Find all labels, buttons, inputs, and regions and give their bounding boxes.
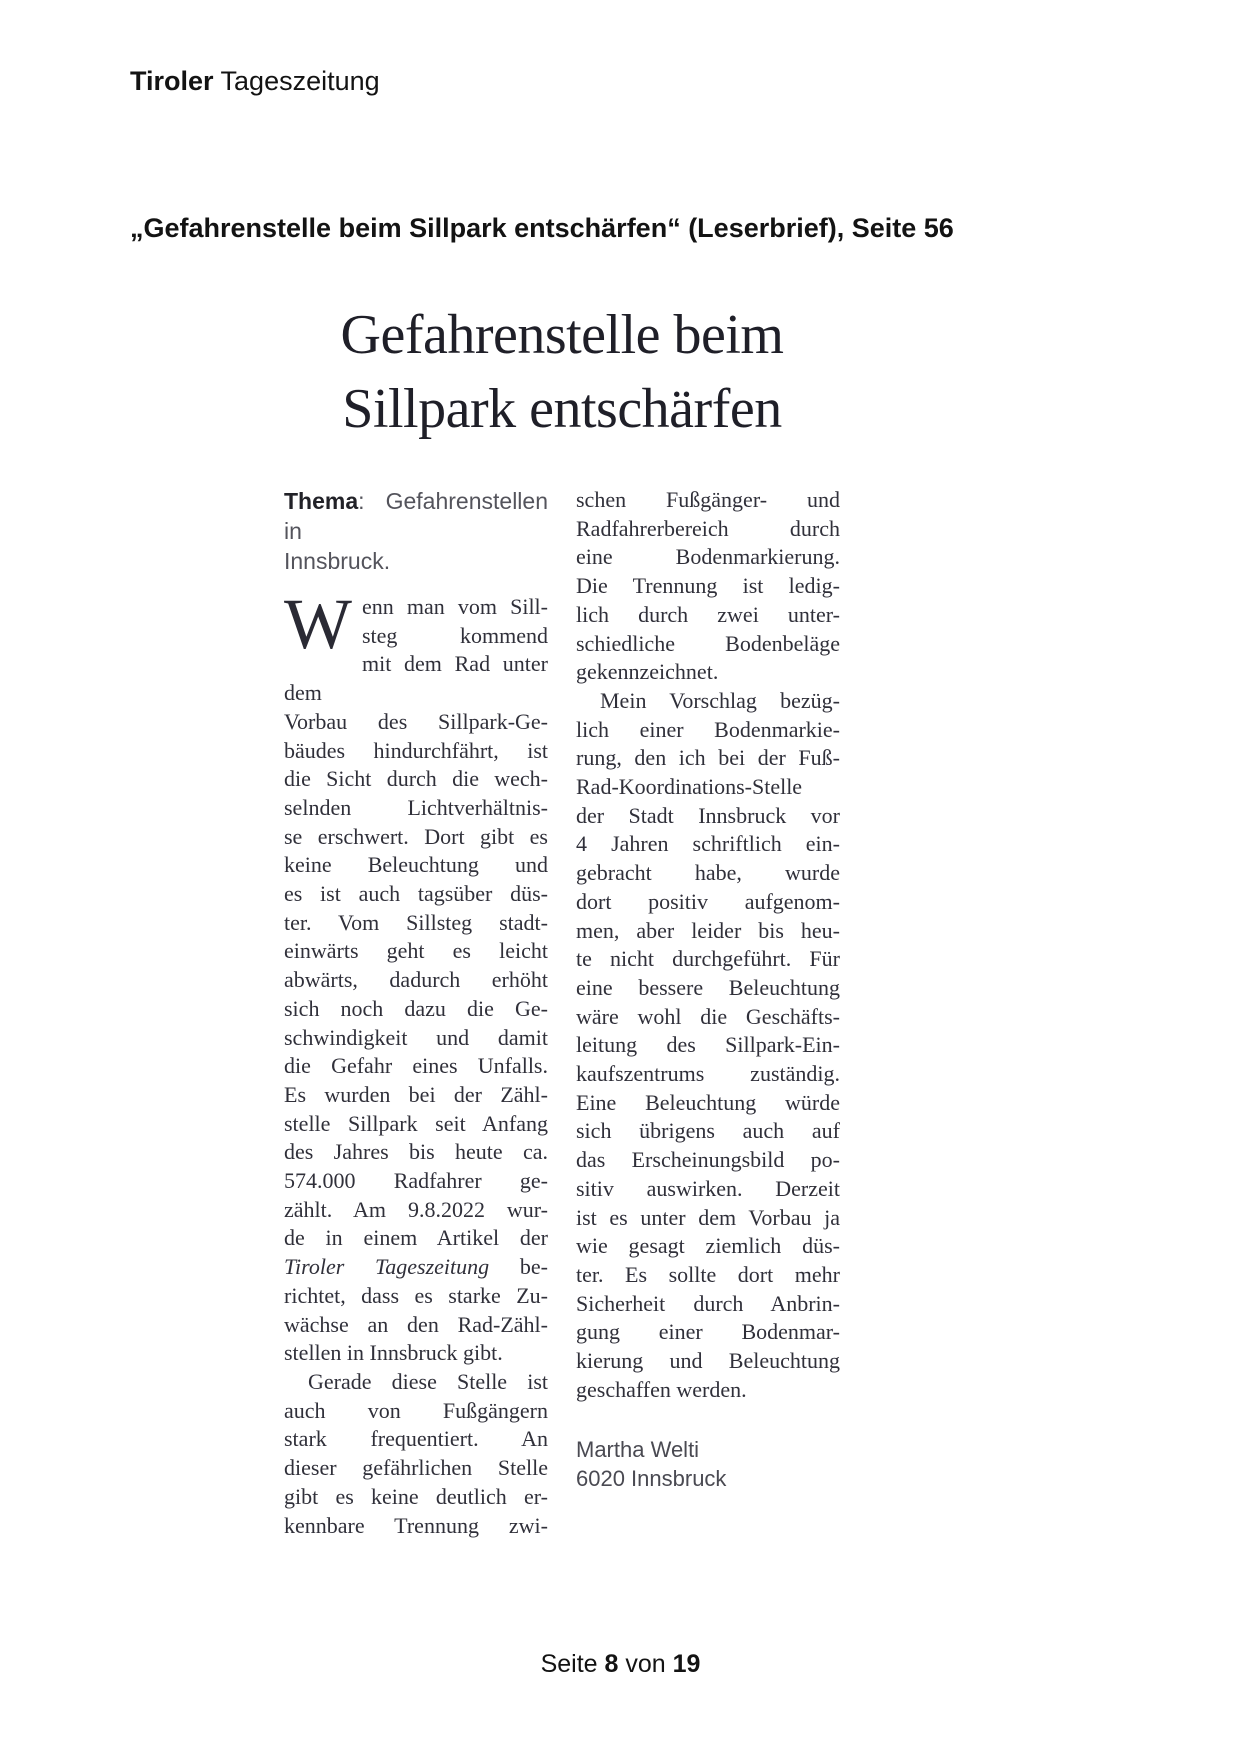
text-line: Rad-Koordinations-Stelle [576, 774, 803, 800]
article-title-line-1: Gefahrenstelle beim [340, 304, 784, 366]
text-line: wäre wohl die Geschäfts- [576, 1003, 840, 1029]
right-column [576, 486, 840, 1540]
signature-city: 6020 Innsbruck [576, 1465, 727, 1491]
text-line: leitung des Sillpark-Ein- [576, 1032, 840, 1058]
page-footer [0, 1650, 1241, 1679]
text-line: Mein Vorschlag bezüg- [600, 687, 840, 713]
signature-block [576, 1435, 840, 1493]
text-line: abwärts, dadurch erhöht [284, 967, 548, 993]
text-line: richtet, dass es starke Zu- [284, 1282, 548, 1308]
text-line: 4 Jahren schriftlich ein- [576, 831, 840, 857]
text-line: Vorbau des Sillpark-Ge- [284, 708, 548, 734]
text-line: stellen in Innsbruck gibt. [284, 1340, 503, 1366]
text-line: de in einem Artikel der [284, 1225, 548, 1251]
paragraph [576, 486, 840, 687]
text-line: die Sicht durch die wech- [284, 766, 548, 792]
thema-line-2: Innsbruck. [284, 548, 391, 574]
article-title [284, 298, 840, 446]
text-line: gibt es keine deutlich er- [284, 1483, 548, 1509]
text-line: dort positiv aufgenom- [576, 888, 840, 914]
text-line: Tiroler Tageszeitung be- [284, 1254, 548, 1280]
text-line: ist es unter dem Vorbau ja [576, 1204, 840, 1230]
thema-line-1 [284, 486, 548, 546]
thema-label: Thema [284, 488, 359, 514]
text-line: das Erscheinungsbild po- [576, 1147, 840, 1173]
paragraph [284, 584, 548, 1368]
text-line: kennbare Trennung zwi- [284, 1512, 548, 1538]
thema-colon: : [358, 488, 365, 514]
text-line: dieser gefährlichen Stelle [284, 1455, 548, 1481]
footer-page-number: 8 [604, 1650, 619, 1678]
masthead-bold: Tiroler [130, 66, 214, 96]
text-line: einwärts geht es leicht [284, 938, 548, 964]
text-line: Es wurden bei der Zähl- [284, 1081, 548, 1107]
text-line: men, aber leider bis heu- [576, 917, 840, 943]
text-line: mit dem Rad unter dem [284, 651, 548, 706]
text-line: schen Fußgänger- und [576, 487, 840, 512]
text-line: gekennzeichnet. [576, 659, 719, 685]
footer-separator: von [618, 1650, 673, 1678]
text-line: ter. Es sollte dort mehr [576, 1261, 840, 1287]
text-line: stark frequentiert. An [284, 1426, 548, 1452]
text-line: zählt. Am 9.8.2022 wur- [284, 1196, 548, 1222]
text-line: bäudes hindurchfährt, ist [284, 737, 548, 763]
text-line: steg kommend [361, 622, 548, 648]
text-line: rung, den ich bei der Fuß- [576, 745, 840, 771]
text-line: sich übrigens auch auf [576, 1118, 840, 1144]
newspaper-masthead [130, 66, 380, 96]
text-line: enn man vom Sill- [361, 594, 548, 619]
text-line: eine bessere Beleuchtung [576, 974, 840, 1000]
text-line: stelle Sillpark seit Anfang [284, 1110, 548, 1136]
text-line: 574.000 Radfahrer ge- [284, 1168, 548, 1194]
drop-cap: W [284, 584, 352, 664]
footer-label: Seite [540, 1650, 605, 1678]
text-line: schiedliche Bodenbeläge [576, 630, 840, 656]
text-line: wächse an den Rad-Zähl- [284, 1311, 548, 1337]
signature-name: Martha Welti [576, 1436, 700, 1462]
text-line: selnden Lichtverhältnis- [284, 794, 548, 820]
text-line: se erschwert. Dort gibt es [284, 823, 548, 849]
text-line: kierung und Beleuchtung [576, 1348, 840, 1374]
text-line: sitiv auswirken. Derzeit [576, 1175, 840, 1201]
article-title-line-2: Sillpark entschärfen [342, 378, 782, 440]
paragraph [284, 1368, 548, 1540]
right-column-body [576, 486, 840, 1405]
text-line: gebracht habe, wurde [576, 860, 840, 886]
left-column-body [284, 584, 548, 1540]
text-line: eine Bodenmarkierung. [576, 544, 840, 570]
text-line: gung einer Bodenmar- [576, 1319, 840, 1345]
text-line: schwindigkeit und damit [284, 1024, 548, 1050]
text-line: kaufszentrums zuständig. [576, 1061, 840, 1087]
text-line: des Jahres bis heute ca. [284, 1139, 548, 1165]
masthead-regular: Tageszeitung [213, 66, 380, 96]
text-line: Eine Beleuchtung würde [576, 1089, 840, 1115]
text-line: ter. Vom Sillsteg stadt- [284, 909, 548, 935]
text-line: lich einer Bodenmarkie- [576, 716, 840, 742]
text-line: sich noch dazu die Ge- [284, 995, 548, 1021]
text-line: geschaffen werden. [576, 1376, 747, 1402]
text-line: lich durch zwei unter- [576, 601, 840, 627]
text-line: es ist auch tagsüber düs- [284, 881, 548, 907]
text-line: die Gefahr eines Unfalls. [284, 1053, 548, 1079]
article-columns [284, 486, 840, 1540]
left-column [284, 486, 548, 1540]
thema-block [284, 486, 548, 576]
text-line: keine Beleuchtung und [284, 852, 548, 878]
text-line: Radfahrerbereich durch [576, 515, 840, 541]
text-line: te nicht durchgeführt. Für [576, 946, 840, 972]
thema-rest: Gefahrenstellen in [284, 488, 548, 544]
footer-total-pages: 19 [672, 1650, 701, 1678]
text-line: Gerade diese Stelle ist [308, 1368, 548, 1394]
text-line: Sicherheit durch Anbrin- [576, 1290, 840, 1316]
text-line: Die Trennung ist ledig- [576, 573, 840, 599]
paragraph [576, 687, 840, 1405]
text-line: wie gesagt ziemlich düs- [576, 1233, 840, 1259]
text-line: auch von Fußgängern [284, 1397, 548, 1423]
text-line: der Stadt Innsbruck vor [576, 802, 840, 828]
clipping-headline: „Gefahrenstelle beim Sillpark entschärfen“ (Leserbrief), Seite 56 [130, 213, 954, 243]
